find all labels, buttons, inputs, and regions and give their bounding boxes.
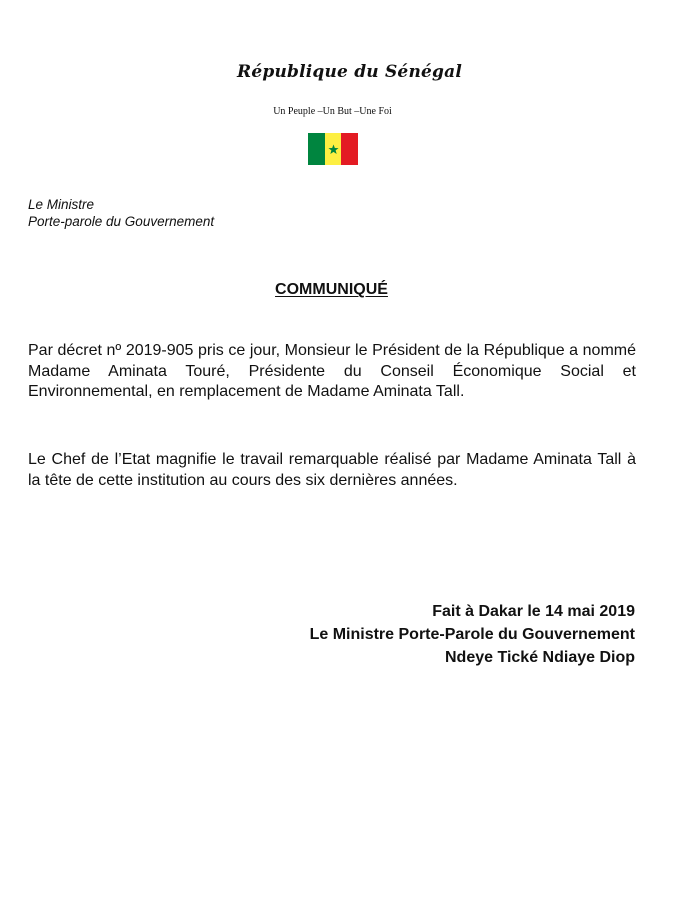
flag-band-green (308, 133, 325, 165)
flag-band-red (341, 133, 358, 165)
sender-function: Porte-parole du Gouvernement (28, 214, 215, 229)
body-paragraph-1: Par décret nº 2019-905 pris ce jour, Monsieur le Président de la République a nommé Madame Aminata Touré, Présidente du Conseil Économique Social et Environnemental, en remplacement de Madame Aminata Tall. (28, 342, 636, 400)
signature-place-date: Fait à Dakar le 14 mai 2019 (432, 603, 635, 620)
signature-block (310, 600, 635, 669)
sender-block (28, 196, 214, 230)
national-motto: Un Peuple –Un But –Une Foi (273, 106, 392, 117)
country-title: République du Sénégal (237, 62, 462, 82)
body-paragraph-2: Le Chef de l’Etat magnifie le travail remarquable réalisé par Madame Aminata Tall à la tête de cette institution au cours des six dernières années. (28, 451, 636, 489)
flag-band-yellow (325, 133, 342, 165)
sender-title: Le Ministre (28, 197, 95, 212)
star-icon (328, 144, 339, 155)
signature-name: Ndeye Tické Ndiaye Diop (445, 649, 635, 666)
signature-role: Le Ministre Porte-Parole du Gouvernement (309, 626, 635, 643)
senegal-flag-icon (308, 133, 358, 165)
document-title: COMMUNIQUÉ (275, 281, 388, 298)
